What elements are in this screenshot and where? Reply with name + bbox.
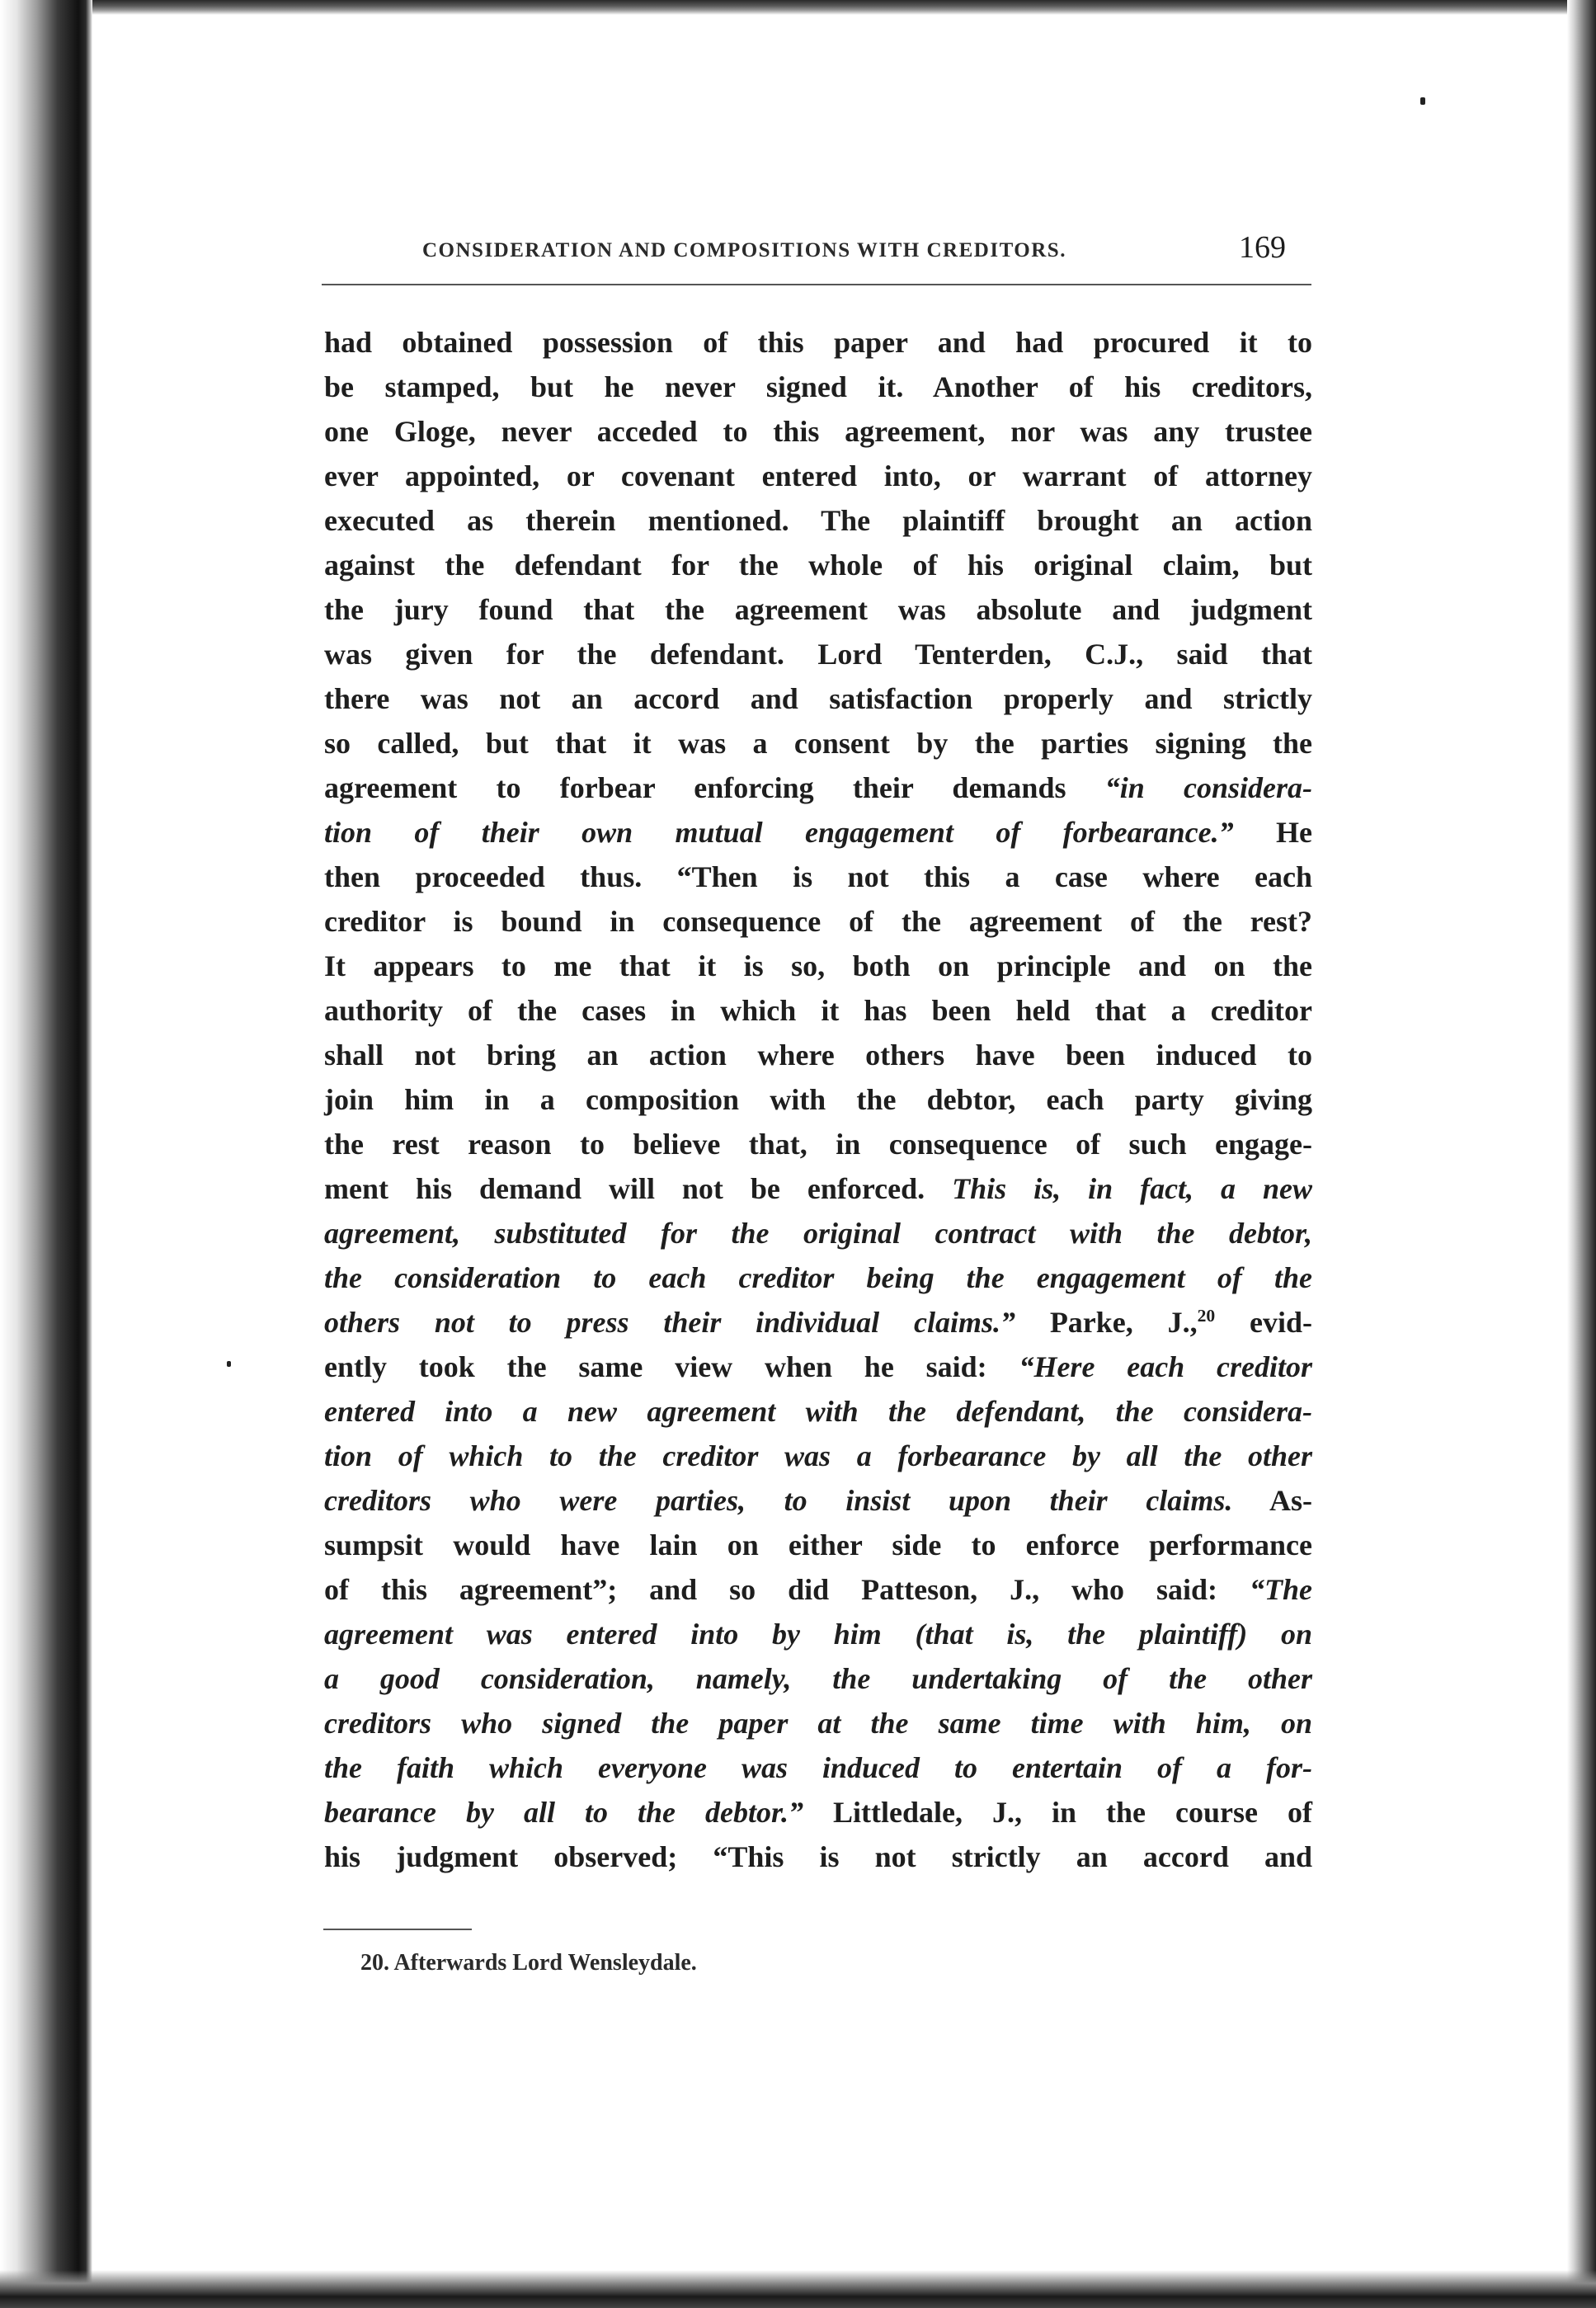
text-line: authority of the cases in which it has been held that a creditor (324, 994, 1312, 1027)
text-line: the rest reason to believe that, in consequence of such engage- (324, 1128, 1312, 1161)
text-line (324, 1345, 1312, 1389)
page-number: 169 (1239, 230, 1286, 265)
footnote-rule (323, 1929, 472, 1930)
line-roman: Parke, J., (1015, 1306, 1198, 1339)
line-italic: agreement, substituted for the original contract with the debtor, (324, 1217, 1312, 1250)
text-line (324, 810, 1312, 855)
text-line (324, 1255, 1312, 1300)
text-line: It appears to me that it is so, both on principle and on the (324, 949, 1312, 982)
text-line: had obtained possession of this paper and had procured it to (324, 326, 1312, 359)
text-line: so called, but that it was a consent by the parties signing the (324, 727, 1312, 760)
text-line (324, 1211, 1312, 1255)
text-line: his judgment observed; “This is not strictly an accord and (324, 1840, 1312, 1873)
text-line: ever appointed, or covenant entered into, or warrant of attorney (324, 459, 1312, 492)
line-italic: the faith which everyone was induced to entertain of a for- (324, 1751, 1312, 1784)
line-italic: “The (1250, 1573, 1312, 1606)
text-line: shall not bring an action where others have been induced to (324, 1039, 1312, 1072)
scan-edge-top (0, 0, 1596, 15)
line-italic: agreement was entered into by him (that is, the plaintiff) on (324, 1618, 1312, 1651)
footnote-ref: 20 (1197, 1306, 1216, 1326)
text-line: there was not an accord and satisfaction properly and strictly (324, 682, 1312, 715)
text-line (324, 1567, 1312, 1612)
text-line (324, 1656, 1312, 1701)
text-line (324, 1478, 1312, 1523)
line-roman: of this agreement”; and so did Patteson, J., who said: (324, 1573, 1250, 1606)
line-roman: As- (1232, 1484, 1312, 1517)
text-line: was given for the defendant. Lord Tenterden, C.J., said that (324, 638, 1312, 671)
text-line: against the defendant for the whole of his original claim, but (324, 549, 1312, 582)
line-italic: others not to press their individual claims.” (324, 1306, 1015, 1339)
text-line (324, 1701, 1312, 1745)
text-line (324, 1745, 1312, 1790)
line-roman: He (1233, 816, 1313, 849)
text-line: the jury found that the agreement was absolute and judgment (324, 593, 1312, 626)
line-italic: bearance by all to the debtor.” (324, 1796, 803, 1829)
text-line (324, 1300, 1312, 1345)
text-line (324, 1389, 1312, 1434)
header-rule (322, 284, 1311, 285)
ink-speck (1420, 97, 1425, 105)
line-italic: This is, in fact, a new (952, 1172, 1312, 1205)
line-italic: “in considera- (1104, 771, 1312, 804)
running-head (322, 229, 1311, 271)
scan-edge-left (0, 0, 92, 2308)
text-line (324, 1166, 1312, 1211)
line-roman: ment his demand will not be enforced. (324, 1172, 953, 1205)
text-line: join him in a composition with the debtor, each party giving (324, 1083, 1312, 1116)
ink-speck (227, 1361, 231, 1367)
text-line: one Gloge, never acceded to this agreement, nor was any trustee (324, 415, 1312, 448)
scan-edge-bottom (0, 2270, 1596, 2308)
line-roman: ently took the same view when he said: (324, 1350, 1019, 1383)
line-italic: creditors who were parties, to insist upon their claims. (324, 1484, 1233, 1517)
line-roman: evid- (1215, 1306, 1313, 1339)
text-line: sumpsit would have lain on either side to enforce performance (324, 1528, 1312, 1561)
text-line: creditor is bound in consequence of the agreement of the rest? (324, 905, 1312, 938)
text-line: then proceeded thus. “Then is not this a case where each (324, 860, 1312, 893)
text-line (324, 1434, 1312, 1478)
line-roman: agreement to forbear enforcing their demands (324, 771, 1105, 804)
text-line (324, 1612, 1312, 1656)
line-italic: a good consideration, namely, the undertaking of the other (324, 1662, 1312, 1695)
line-italic: creditors who signed the paper at the same time with him, on (324, 1707, 1312, 1740)
text-line: be stamped, but he never signed it. Another of his creditors, (324, 370, 1312, 403)
line-italic: entered into a new agreement with the defendant, the considera- (324, 1395, 1312, 1428)
text-line: executed as therein mentioned. The plaintiff brought an action (324, 504, 1312, 537)
scan-edge-right (1567, 0, 1596, 2308)
running-title: CONSIDERATION AND COMPOSITIONS WITH CREDITORS. (422, 239, 1066, 261)
text-line (324, 765, 1312, 810)
line-italic: tion of their own mutual engagement of forbearance.” (324, 816, 1234, 849)
footnote: 20. Afterwards Lord Wensleydale. (360, 1950, 697, 1976)
text-line (324, 1790, 1312, 1835)
line-italic: “Here each creditor (1019, 1350, 1312, 1383)
line-italic: tion of which to the creditor was a forbearance by all the other (324, 1439, 1312, 1472)
body-text (324, 320, 1312, 1879)
line-italic: the consideration to each creditor being the engagement of the (324, 1261, 1312, 1294)
line-roman: Littledale, J., in the course of (803, 1796, 1312, 1829)
